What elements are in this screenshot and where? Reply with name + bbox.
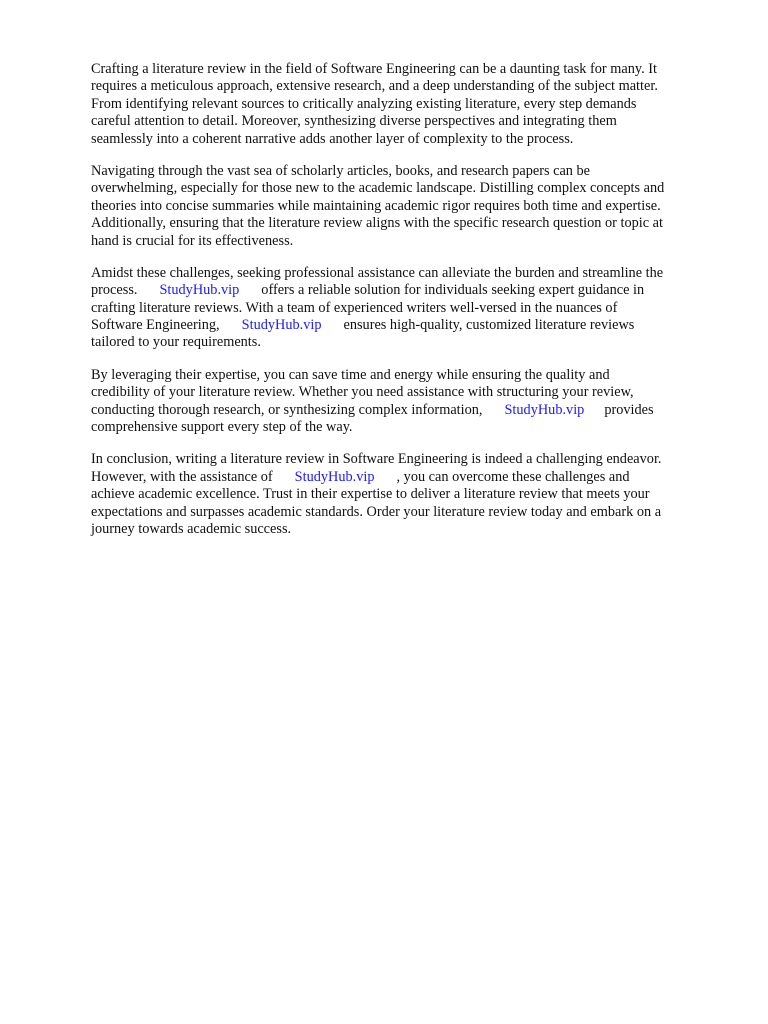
studyhub-link[interactable]: StudyHub.vip — [159, 282, 240, 299]
paragraph-assistance — [91, 265, 717, 352]
text-segment: provides — [604, 401, 654, 418]
document-body — [91, 61, 717, 553]
text-line: careful attention to detail. Moreover, synthesizing diverse perspectives and integrating them — [91, 113, 617, 130]
text-line: credibility of your literature review. Whether you need assistance with structuring your review, — [91, 384, 634, 401]
studyhub-link[interactable]: StudyHub.vip — [504, 401, 585, 418]
text-line: Crafting a literature review in the field of Software Engineering can be a daunting task for many. It — [91, 61, 657, 77]
text-line: expectations and surpasses academic standards. Order your literature review today and embark on a — [91, 503, 662, 520]
paragraph-navigating — [91, 163, 717, 250]
text-line: achieve academic excellence. Trust in their expertise to deliver a literature review that meets your — [91, 486, 650, 503]
text-line — [91, 469, 717, 486]
text-segment: process. — [91, 282, 138, 299]
text-segment: conducting thorough research, or synthesizing complex information, — [91, 401, 483, 418]
text-line: theories into concise summaries while maintaining academic rigor requires both time and expertise. — [91, 197, 661, 214]
studyhub-link[interactable]: StudyHub.vip — [241, 317, 322, 334]
text-line — [91, 317, 717, 334]
text-line — [91, 402, 717, 419]
text-segment: ensures high-quality, customized literature reviews — [343, 317, 635, 334]
text-line: requires a meticulous approach, extensive research, and a deep understanding of the subject matter. — [91, 78, 658, 95]
text-line: Amidst these challenges, seeking professional assistance can alleviate the burden and streamline the — [91, 264, 664, 281]
paragraph-leveraging — [91, 367, 717, 437]
paragraph-intro — [91, 61, 717, 148]
text-line: comprehensive support every step of the way. — [91, 419, 353, 436]
text-line: By leveraging their expertise, you can save time and energy while ensuring the quality and — [91, 366, 610, 383]
text-segment: However, with the assistance of — [91, 468, 273, 485]
text-line: Navigating through the vast sea of scholarly articles, books, and research papers can be — [91, 162, 591, 179]
text-segment: , you can overcome these challenges and — [396, 468, 630, 485]
text-line: journey towards academic success. — [91, 520, 292, 537]
text-line: crafting literature reviews. With a team of experienced writers well-versed in the nuances of — [91, 299, 618, 316]
text-line: From identifying relevant sources to critically analyzing existing literature, every step demands — [91, 95, 637, 112]
text-line: overwhelming, especially for those new to the academic landscape. Distilling complex concepts and — [91, 180, 665, 197]
studyhub-link[interactable]: StudyHub.vip — [294, 468, 375, 485]
paragraph-conclusion — [91, 451, 717, 538]
text-line: tailored to your requirements. — [91, 334, 261, 351]
text-segment: offers a reliable solution for individuals seeking expert guidance in — [261, 282, 645, 299]
text-line: Additionally, ensuring that the literature review aligns with the specific research question or topic at — [91, 215, 663, 232]
text-segment: Software Engineering, — [91, 317, 220, 334]
text-line — [91, 282, 717, 299]
text-line: hand is crucial for its effectiveness. — [91, 232, 294, 249]
text-line: seamlessly into a coherent narrative adds another layer of complexity to the process. — [91, 130, 574, 147]
text-line: In conclusion, writing a literature review in Software Engineering is indeed a challenging endeavor. — [91, 451, 662, 468]
